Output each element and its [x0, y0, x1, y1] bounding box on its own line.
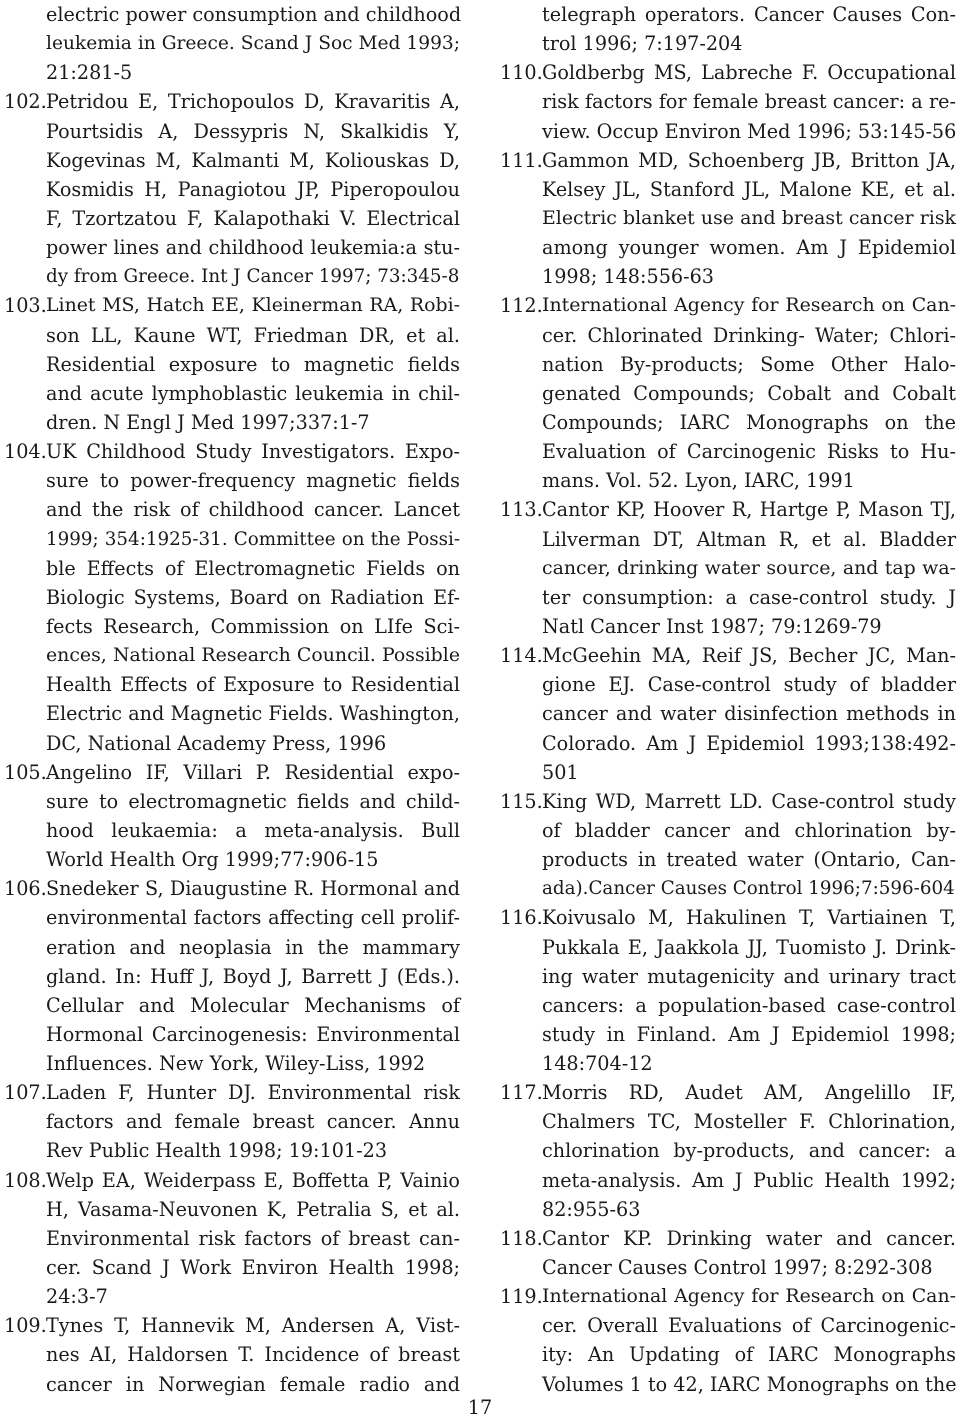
reference-text: ble Effects of Electromagnetic Fields on	[46, 556, 460, 580]
reference-line	[4, 699, 460, 728]
reference-text: Pourtsidis A, Dessypris N, Skalkidis Y,	[46, 119, 460, 143]
reference-text: nation By-products; Some Other Halo-	[542, 352, 956, 376]
reference-line	[4, 87, 460, 116]
reference-line	[500, 1166, 956, 1195]
reference-text: sure to electromagnetic fields and child-	[46, 789, 460, 813]
reference-line	[4, 1136, 460, 1165]
reference-line	[500, 612, 956, 641]
reference-text: UK Childhood Study Investigators. Expo-	[46, 440, 460, 464]
reference-text: dren. N Engl J Med 1997;337:1-7	[46, 410, 370, 434]
reference-text: ter consumption: a case-control study. J	[542, 585, 956, 609]
reference-text: Hormonal Carcinogenesis: Environmental	[46, 1022, 460, 1046]
reference-text: Goldberbg MS, Labreche F. Occupational	[542, 61, 956, 85]
reference-text: 82:955-63	[542, 1197, 641, 1221]
reference-text: DC, National Academy Press, 1996	[46, 731, 387, 755]
reference-line	[4, 729, 460, 758]
reference-line	[4, 1340, 460, 1369]
reference-number: 118.	[500, 1226, 543, 1250]
reference-text: Linet MS, Hatch EE, Kleinerman RA, Robi-	[46, 294, 460, 317]
reference-text: hood leukaemia: a meta-analysis. Bull	[46, 818, 460, 842]
reference-text: 21:281-5	[46, 61, 133, 85]
reference-text: Gammon MD, Schoenberg JB, Britton JA,	[542, 148, 956, 172]
reference-line	[4, 379, 460, 408]
reference-line	[500, 1224, 956, 1253]
reference-text: view. Occup Environ Med 1996; 53:145-56	[542, 119, 957, 143]
reference-line	[500, 1136, 956, 1165]
reference-line	[500, 29, 956, 58]
reference-text: Volumes 1 to 42, IARC Monographs on the	[542, 1372, 957, 1396]
reference-text: and acute lymphoblastic leukemia in chil-	[46, 381, 460, 405]
reference-text: Morris RD, Audet AM, Angelillo IF,	[542, 1081, 956, 1105]
reference-text: environmental factors affecting cell prolif-	[46, 906, 460, 930]
reference-text: Residential exposure to magnetic fields	[46, 352, 460, 376]
reference-line	[500, 1195, 956, 1224]
reference-line	[500, 787, 956, 816]
reference-text: Welp EA, Weiderpass E, Boffetta P, Vainio	[46, 1168, 460, 1192]
reference-text: Cantor KP. Drinking water and cancer.	[542, 1226, 956, 1250]
reference-line	[4, 495, 460, 524]
reference-text: Kelsey JL, Stanford JL, Malone KE, et al.	[542, 177, 956, 201]
reference-line	[500, 933, 956, 962]
reference-line	[500, 903, 956, 932]
reference-column-left	[4, 0, 460, 1399]
reference-line	[4, 670, 460, 699]
reference-text: risk factors for female breast cancer: a re-	[542, 90, 956, 114]
reference-text: McGeehin MA, Reif JS, Becher JC, Man-	[542, 644, 956, 668]
reference-text: cancer, drinking water source, and tap wa-	[542, 556, 956, 579]
reference-text: King WD, Marrett LD. Case-control study	[542, 789, 956, 813]
reference-number: 107.	[4, 1081, 47, 1105]
reference-line	[500, 525, 956, 554]
reference-line	[500, 1311, 956, 1340]
reference-text: cer. Overall Evaluations of Carcinogenic-	[542, 1314, 956, 1338]
reference-text: Laden F, Hunter DJ. Environmental risk	[46, 1081, 460, 1105]
reference-text: World Health Org 1999;77:906-15	[46, 848, 379, 872]
reference-line	[500, 350, 956, 379]
reference-number: 109.	[4, 1314, 47, 1338]
reference-line	[500, 845, 956, 874]
reference-line	[4, 1049, 460, 1078]
reference-text: Kosmidis H, Panagiotou JP, Piperopoulou	[46, 177, 460, 201]
reference-number: 114.	[500, 644, 543, 668]
reference-text: 1998; 148:556-63	[542, 265, 715, 289]
reference-line	[500, 466, 956, 495]
reference-text: Rev Public Health 1998; 19:101-23	[46, 1139, 388, 1163]
reference-text: genated Compounds; Cobalt and Cobalt	[542, 381, 956, 405]
reference-line	[4, 554, 460, 583]
reference-line	[4, 903, 460, 932]
reference-line	[4, 262, 460, 291]
reference-text: Natl Cancer Inst 1987; 79:1269-79	[542, 614, 882, 638]
reference-number: 113.	[500, 498, 543, 522]
reference-text: ada).Cancer Causes Control 1996;7:596-604	[542, 878, 955, 900]
reference-line	[500, 495, 956, 524]
reference-text: eration and neoplasia in the mammary	[46, 935, 460, 959]
page-number: 17	[467, 1396, 493, 1419]
reference-line	[500, 641, 956, 670]
reference-text: F, Tzortzatou F, Kalapothaki V. Electrical	[46, 206, 460, 230]
reference-text: Biologic Systems, Board on Radiation Ef-	[46, 585, 460, 609]
reference-line	[4, 1224, 460, 1253]
reference-text: power lines and childhood leukemia:a stu-	[46, 236, 460, 260]
reference-number: 112.	[500, 294, 543, 318]
reference-line	[4, 146, 460, 175]
reference-text: Influences. New York, Wiley-Liss, 1992	[46, 1052, 426, 1076]
reference-text: son LL, Kaune WT, Friedman DR, et al.	[46, 323, 460, 347]
reference-line	[500, 1020, 956, 1049]
reference-text: study in Finland. Am J Epidemiol 1998;	[542, 1022, 956, 1046]
reference-line	[500, 816, 956, 845]
reference-line	[4, 204, 460, 233]
reference-text: Environmental risk factors of breast can-	[46, 1226, 460, 1250]
reference-text: Electric blanket use and breast cancer risk	[542, 206, 956, 229]
reference-line	[500, 0, 956, 29]
reference-number: 105.	[4, 760, 47, 784]
reference-text: Tynes T, Hannevik M, Andersen A, Vist-	[46, 1314, 460, 1338]
reference-line	[4, 1078, 460, 1107]
reference-line	[4, 117, 460, 146]
reference-number: 108.	[4, 1168, 47, 1192]
reference-line	[4, 525, 460, 554]
reference-text: Cantor KP, Hoover R, Hartge P, Mason TJ,	[542, 498, 956, 522]
reference-text: Lilverman DT, Altman R, et al. Bladder	[542, 527, 956, 551]
reference-line	[4, 1370, 460, 1399]
reference-text: Evaluation of Carcinogenic Risks to Hu-	[542, 440, 956, 464]
reference-line	[500, 1370, 956, 1399]
reference-text: Health Effects of Exposure to Residential	[46, 673, 460, 697]
reference-text: gland. In: Huff J, Boyd J, Barrett J (Eds.).	[46, 964, 460, 988]
reference-text: mans. Vol. 52. Lyon, IARC, 1991	[542, 469, 855, 493]
reference-line	[500, 87, 956, 116]
reference-line	[500, 1107, 956, 1136]
reference-number: 106.	[4, 877, 47, 901]
reference-line	[4, 816, 460, 845]
reference-line	[500, 670, 956, 699]
reference-text: Snedeker S, Diaugustine R. Hormonal and	[46, 877, 460, 901]
reference-line	[500, 874, 956, 903]
reference-text: 501	[542, 760, 579, 784]
reference-line	[500, 699, 956, 728]
reference-text: ences, National Research Council. Possible	[46, 644, 460, 667]
reference-line	[500, 962, 956, 991]
reference-line	[4, 874, 460, 903]
reference-text: cancer and water disinfection methods in	[542, 702, 956, 726]
reference-text: sure to power-frequency magnetic fields	[46, 469, 460, 493]
reference-text: Cellular and Molecular Mechanisms of	[46, 993, 460, 1017]
reference-text: 148:704-12	[542, 1052, 653, 1076]
reference-text: leukemia in Greece. Scand J Soc Med 1993;	[46, 33, 460, 55]
reference-line	[500, 1049, 956, 1078]
reference-line	[4, 58, 460, 87]
reference-line	[4, 845, 460, 874]
reference-text: cer. Scand J Work Environ Health 1998;	[46, 1256, 460, 1280]
reference-line	[500, 437, 956, 466]
reference-text: trol 1996; 7:197-204	[542, 32, 743, 56]
reference-text: ing water mutagenicity and urinary tract	[542, 964, 956, 988]
reference-line	[4, 758, 460, 787]
reference-text: 1999; 354:1925-31. Committee on the Possi-	[46, 528, 460, 550]
reference-text: telegraph operators. Cancer Causes Con-	[542, 3, 956, 26]
reference-line	[4, 1195, 460, 1224]
reference-text: Electric and Magnetic Fields. Washington,	[46, 702, 460, 726]
reference-line	[500, 729, 956, 758]
reference-line	[4, 787, 460, 816]
reference-text: Chalmers TC, Mosteller F. Chlorination,	[542, 1110, 956, 1134]
reference-line	[4, 612, 460, 641]
reference-text: meta-analysis. Am J Public Health 1992;	[542, 1168, 956, 1192]
reference-line	[4, 933, 460, 962]
reference-text: and the risk of childhood cancer. Lancet	[46, 498, 460, 522]
reference-text: Kogevinas M, Kalmanti M, Koliouskas D,	[46, 148, 460, 172]
reference-text: dy from Greece. Int J Cancer 1997; 73:345-8	[46, 266, 460, 288]
reference-line	[4, 991, 460, 1020]
reference-number: 111.	[500, 148, 543, 172]
reference-line	[500, 554, 956, 583]
reference-line	[4, 233, 460, 262]
reference-line	[500, 583, 956, 612]
reference-text: products in treated water (Ontario, Can-	[542, 848, 956, 872]
reference-text: cer. Chlorinated Drinking- Water; Chlori-	[542, 323, 956, 347]
reference-text: Pukkala E, Jaakkola JJ, Tuomisto J. Drink-	[542, 935, 956, 959]
reference-text: factors and female breast cancer. Annu	[46, 1110, 460, 1134]
reference-text: Cancer Causes Control 1997; 8:292-308	[542, 1256, 933, 1280]
reference-text: electric power consumption and childhood	[46, 3, 462, 26]
reference-line	[4, 466, 460, 495]
reference-line	[4, 1253, 460, 1282]
reference-text: of bladder cancer and chlorination by-	[542, 818, 956, 842]
reference-line	[4, 437, 460, 466]
reference-line	[4, 408, 460, 437]
reference-line	[500, 204, 956, 233]
reference-line	[500, 233, 956, 262]
reference-line	[4, 641, 460, 670]
reference-line	[500, 146, 956, 175]
reference-line	[500, 758, 956, 787]
reference-line	[4, 291, 460, 320]
reference-line	[4, 1166, 460, 1195]
reference-line	[500, 1078, 956, 1107]
reference-text: H, Vasama-Neuvonen K, Petralia S, et al.	[46, 1197, 460, 1221]
reference-line	[500, 408, 956, 437]
reference-text: 24:3-7	[46, 1285, 108, 1309]
reference-number: 116.	[500, 906, 543, 930]
reference-line	[4, 350, 460, 379]
reference-line	[4, 1107, 460, 1136]
reference-line	[500, 379, 956, 408]
reference-text: cancer in Norwegian female radio and	[46, 1372, 460, 1396]
reference-number: 119.	[500, 1285, 543, 1309]
reference-text: Petridou E, Trichopoulos D, Kravaritis A,	[46, 90, 460, 114]
reference-text: Angelino IF, Villari P. Residential expo-	[46, 760, 460, 784]
reference-line	[500, 991, 956, 1020]
reference-column-right	[500, 0, 956, 1399]
reference-line	[500, 117, 956, 146]
reference-line	[500, 175, 956, 204]
reference-line	[4, 1020, 460, 1049]
reference-number: 117.	[500, 1081, 543, 1105]
reference-line	[500, 291, 956, 320]
reference-line	[4, 1311, 460, 1340]
reference-text: chlorination by-products, and cancer: a	[542, 1139, 956, 1163]
reference-line	[500, 1253, 956, 1282]
reference-line	[4, 175, 460, 204]
reference-line	[4, 29, 460, 58]
reference-line	[4, 0, 460, 29]
reference-text: Compounds; IARC Monographs on the	[542, 410, 956, 434]
reference-text: Colorado. Am J Epidemiol 1993;138:492-	[542, 731, 956, 755]
reference-line	[500, 1282, 956, 1311]
reference-text: nes AI, Haldorsen T. Incidence of breast	[46, 1343, 460, 1367]
reference-text: among younger women. Am J Epidemiol	[542, 236, 956, 260]
reference-line	[4, 583, 460, 612]
reference-line	[4, 962, 460, 991]
reference-text: International Agency for Research on Can-	[542, 294, 956, 317]
reference-number: 115.	[500, 789, 543, 813]
reference-line	[4, 321, 460, 350]
reference-number: 102.	[4, 90, 47, 114]
reference-line	[500, 58, 956, 87]
reference-number: 104.	[4, 440, 47, 464]
reference-text: cancers: a population-based case-control	[542, 993, 956, 1017]
reference-text: Koivusalo M, Hakulinen T, Vartiainen T,	[542, 906, 956, 930]
reference-line	[500, 262, 956, 291]
reference-number: 110.	[500, 61, 543, 85]
reference-text: ity: An Updating of IARC Monographs	[542, 1343, 956, 1367]
reference-line	[500, 1340, 956, 1369]
reference-line	[500, 321, 956, 350]
reference-text: International Agency for Research on Can-	[542, 1285, 956, 1308]
reference-text: fects Research, Commission on LIfe Sci-	[46, 614, 460, 638]
reference-text: gione EJ. Case-control study of bladder	[542, 673, 956, 697]
reference-number: 103.	[4, 294, 47, 318]
reference-line	[4, 1282, 460, 1311]
